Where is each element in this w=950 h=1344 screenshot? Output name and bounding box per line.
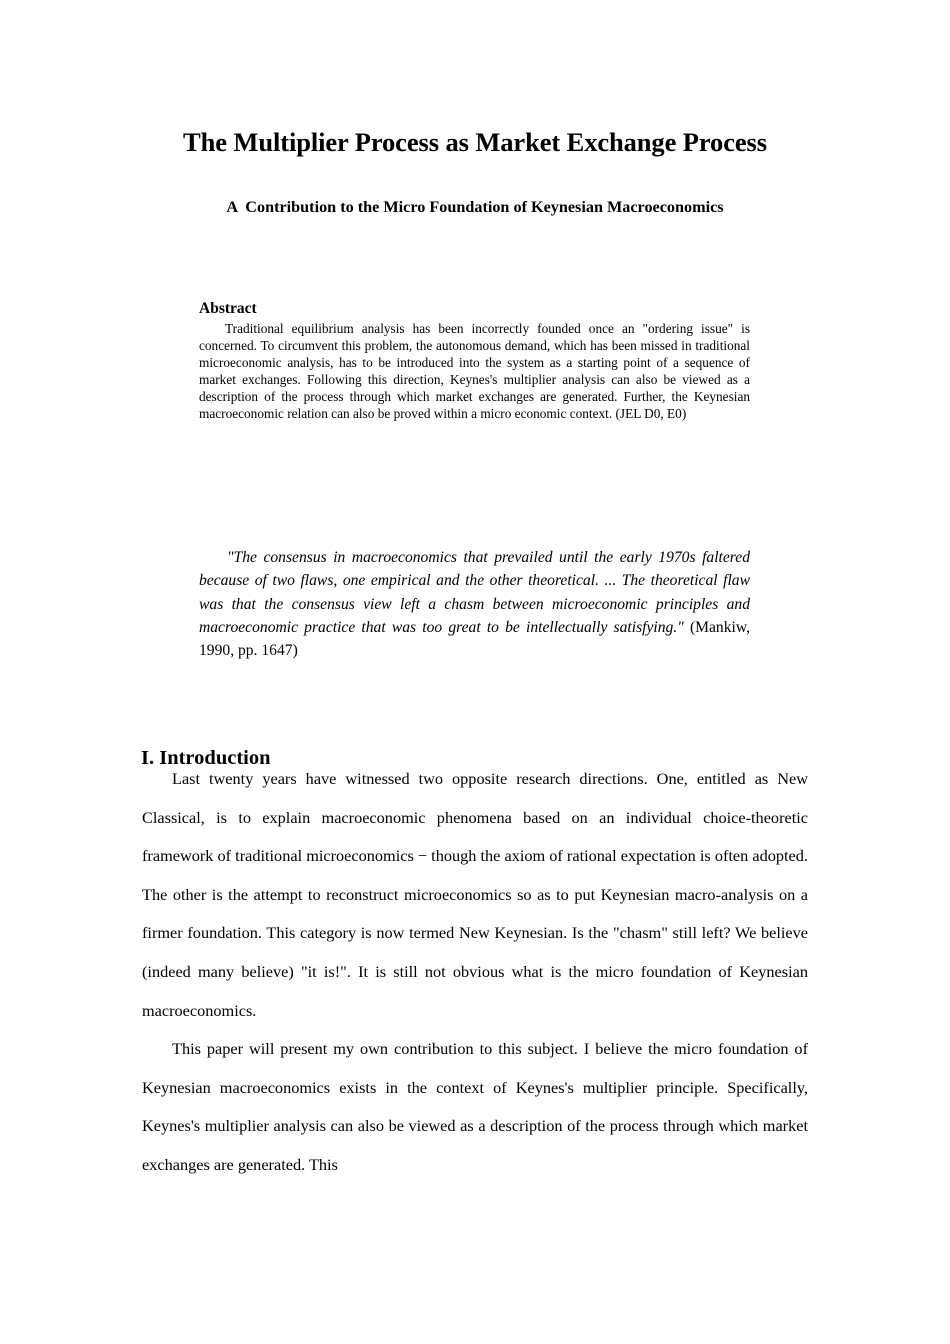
abstract-section (199, 300, 750, 422)
epigraph-section (199, 546, 750, 662)
abstract-heading: Abstract (199, 300, 257, 317)
section-body-introduction (142, 760, 808, 1185)
epigraph-paragraph (199, 546, 750, 662)
epigraph-citation: (Mankiw, 1990, pp. 1647) (199, 618, 750, 660)
body-paragraph: Last twenty years have witnessed two opposite research directions. One, entitled as New Classical, is to explain macroeconomic phenomena based on an individual choice-theoretic framework of traditional microeconomics − though the axiom of rational expectation is often adopted. The other is the attempt to reconstruct microeconomics so as to put Keynesian macro-analysis on a firmer foundation. This category is now termed New Keynesian. Is the "chasm" still left? We believe (indeed many believe) "it is!". It is still not obvious what is the micro foundation of Keynesian macroeconomics. (142, 769, 808, 1020)
body-paragraph: This paper will present my own contribution to this subject. I believe the micro foundation of Keynesian macroeconomics exists in the context of Keynes's multiplier principle. Specifically, Keynes's multiplier analysis can also be viewed as a description of the process through which market exchanges are generated. This (142, 1039, 808, 1174)
section-heading-introduction: I. Introduction (141, 746, 271, 769)
abstract-text: Traditional equilibrium analysis has been incorrectly founded once an "ordering issue" is concerned. To circumvent this problem, the autonomous demand, which has been missed in traditional microeconomic analysis, has to be introduced into the system as a starting point of a sequence of market exchanges. Following this direction, Keynes's multiplier analysis can also be viewed as a description of the process through which market exchanges are generated. Further, the Keynesian macroeconomic relation can also be proved within a micro economic context. (JEL D0, E0) (199, 320, 750, 422)
epigraph-quote-text: "The consensus in macroeconomics that prevailed until the early 1970s faltered because of two flaws, one empirical and the other theoretical. ... The theoretical flaw was that the consensus view left a chasm between microeconomic principles and macroeconomic practice that was too great to be intellectually satisfying." (199, 549, 750, 636)
page-title: The Multiplier Process as Market Exchange Process (183, 126, 767, 157)
page-subtitle: A Contribution to the Micro Foundation of Keynesian Macroeconomics (226, 198, 724, 217)
